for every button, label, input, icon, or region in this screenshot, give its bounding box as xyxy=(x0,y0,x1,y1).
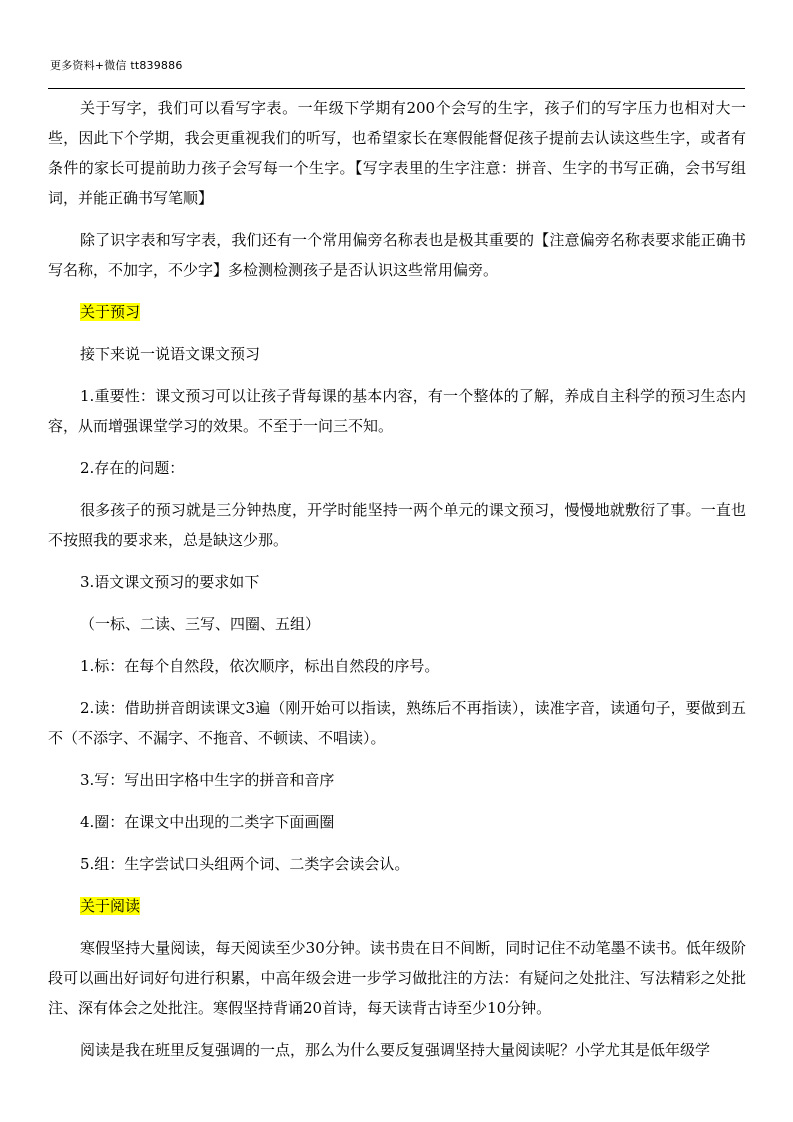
paragraph-importance: 1.重要性：课文预习可以让孩子背每课的基本内容，有一个整体的了解，养成自主科学的预习生态内容，从而增强课堂学习的效果。不至于一问三不知。 xyxy=(48,387,746,435)
paragraph-problems-heading: 2.存在的问题： xyxy=(80,459,185,477)
paragraph-writing-table: 关于写字，我们可以看写字表。一年级下学期有200个会写的生字，孩子们的写字压力也相对大一些，因此下个学期，我会更重视我们的听写，也希望家长在寒假能督促孩子提前去认读这些生字，或者有条件的家长可提前助力孩子会写每一个生字。【写字表里的生字注意：拼音、生字的书写正确，会书写组词，并能正确书写笔顺】 xyxy=(48,99,746,207)
list-item-circle: 4.圈：在课文中出现的二类字下面画圈 xyxy=(80,813,335,831)
paragraph-requirements-heading: 3.语文课文预习的要求如下 xyxy=(80,573,260,591)
highlighted-heading: 关于预习 xyxy=(80,303,141,321)
highlighted-heading: 关于阅读 xyxy=(80,897,141,915)
paragraph-radical-table: 除了识字表和写字表，我们还有一个常用偏旁名称表也是极其重要的【注意偏旁名称表要求能正确书写名称，不加字，不少字】多检测检测孩子是否认识这些常用偏旁。 xyxy=(48,231,746,279)
section-heading-reading xyxy=(48,891,746,921)
paragraph-problems: 很多孩子的预习就是三分钟热度，开学时能坚持一两个单元的课文预习，慢慢地就敷衍了事。一直也不按照我的要求来，总是缺这少那。 xyxy=(48,501,746,549)
paragraph-requirements-summary: （一标、二读、三写、四圈、五组） xyxy=(80,615,321,633)
list-item-read: 2.读：借助拼音朗读课文3遍（刚开始可以指读，熟练后不再指读），读准字音，读通句子，要做到五不（不添字、不漏字、不拖音、不顿读、不唱读）。 xyxy=(48,699,746,747)
paragraph-reading-plan: 寒假坚持大量阅读，每天阅读至少30分钟。读书贵在日不间断，同时记住不动笔墨不读书。低年级阶段可以画出好词好句进行积累，中高年级会进一步学习做批注的方法：有疑问之处批注、写法精彩之处批注、深有体会之处批注。寒假坚持背诵20首诗，每天读背古诗至少10分钟。 xyxy=(48,939,746,1017)
section-heading-preview xyxy=(48,297,746,327)
paragraph-preview-intro: 接下来说一说语文课文预习 xyxy=(80,345,261,363)
list-item-group: 5.组：生字尝试口头组两个词、二类字会读会认。 xyxy=(80,855,410,873)
document-body xyxy=(48,93,746,1065)
list-item-write: 3.写：写出田字格中生字的拼音和音序 xyxy=(80,771,335,789)
list-item-mark: 1.标：在每个自然段，依次顺序，标出自然段的序号。 xyxy=(80,657,440,675)
paragraph-reading-importance: 阅读是我在班里反复强调的一点，那么为什么要反复强调坚持大量阅读呢？小学尤其是低年级学 xyxy=(80,1041,711,1059)
header-divider xyxy=(48,88,745,89)
page-header: 更多资料+微信 tt839886 xyxy=(50,59,183,72)
